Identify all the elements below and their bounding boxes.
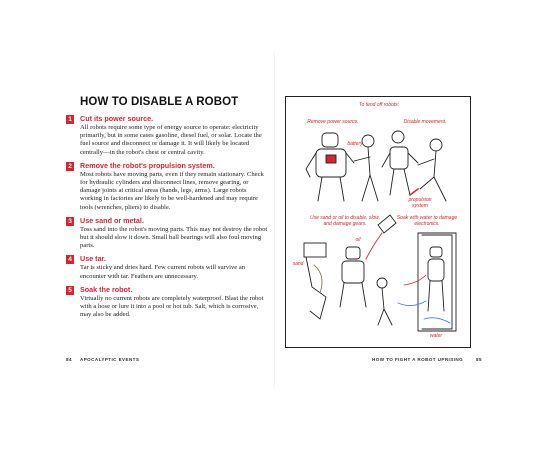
- figure-caption-power: Remove power source.: [307, 119, 359, 125]
- step-body: Toss sand into the robot's moving parts. This may not destroy the robot but it should slow it down. Small ball bearings will also foul moving parts.: [80, 225, 268, 250]
- page-gutter: [274, 52, 275, 388]
- step-number: 5: [66, 286, 74, 295]
- right-running-title: HOW TO FIGHT A ROBOT UPRISING: [372, 357, 464, 362]
- figure-label-battery: battery: [347, 141, 363, 147]
- page-heading: HOW TO DISABLE A ROBOT: [80, 96, 239, 108]
- step-number: 1: [66, 115, 74, 124]
- step-1: [68, 114, 270, 157]
- step-title: Cut its power source.: [80, 114, 154, 123]
- step-title: Use sand or metal.: [80, 215, 144, 225]
- right-page-number: 85: [476, 357, 482, 362]
- step-body: Virtually no current robots are completely waterproof. Blast the robot with a hose or lure it into a pool or hot tub. Salt, which is corrosive, may also be added.: [80, 294, 264, 319]
- step-title: Soak the robot.: [80, 284, 133, 294]
- step-5: [68, 284, 270, 320]
- step-title: Remove the robot's propulsion system.: [80, 160, 215, 170]
- left-page-number: 84: [66, 357, 72, 362]
- figure-label-oil: oil: [355, 237, 361, 243]
- illustration-panel: [285, 96, 471, 348]
- step-body: Most robots have moving parts, even if they remain stationary. Check for hydraulic cylinders and disconnect lines, remove gearing, or damage joints at critical areas (hands, legs, arms). Large robots working in factories are likely to be well-hardened and may require tools (wrenches, pliers) to disable.: [80, 170, 264, 211]
- figure-caption-movement: Disable movement.: [403, 119, 447, 125]
- step-title: Use tar.: [80, 254, 106, 264]
- step-number: 2: [66, 162, 74, 171]
- step-number: 4: [66, 255, 74, 264]
- step-2: [68, 160, 270, 212]
- figure-label-sand: sand: [292, 261, 304, 267]
- step-number: 3: [66, 217, 74, 226]
- step-4: [68, 254, 270, 280]
- left-running-title: APOCALYPTIC EVENTS: [80, 357, 140, 362]
- figure-caption-sand-oil: Use sand or oil to disable, slow, and damage gears.: [309, 215, 381, 227]
- figure-caption-water: Soak with water to damage electronics.: [396, 215, 458, 227]
- step-body: All robots require some type of energy source to operate: electricity primarily, but in some cases gasoline, diesel fuel, or solar. Locate the fuel source and disconnect or damage it. It will likely be located centrally—in the robot's chest or central cavity.: [80, 124, 262, 156]
- step-body: Tar is sticky and dries hard. Few current robots will survive an encounter with tar. Feathers are unnecessary.: [80, 264, 246, 280]
- figure-top-caption: To fend off robots:: [358, 102, 400, 108]
- figure-label-propulsion: propulsion system: [408, 197, 432, 209]
- left-page-text: [68, 96, 270, 323]
- step-3: [68, 215, 270, 251]
- robot-kick-figure: [382, 131, 446, 201]
- robot-water-figure: [398, 233, 456, 331]
- robot-sand-oil-figure: [304, 215, 396, 325]
- figure-label-water: water: [429, 333, 443, 339]
